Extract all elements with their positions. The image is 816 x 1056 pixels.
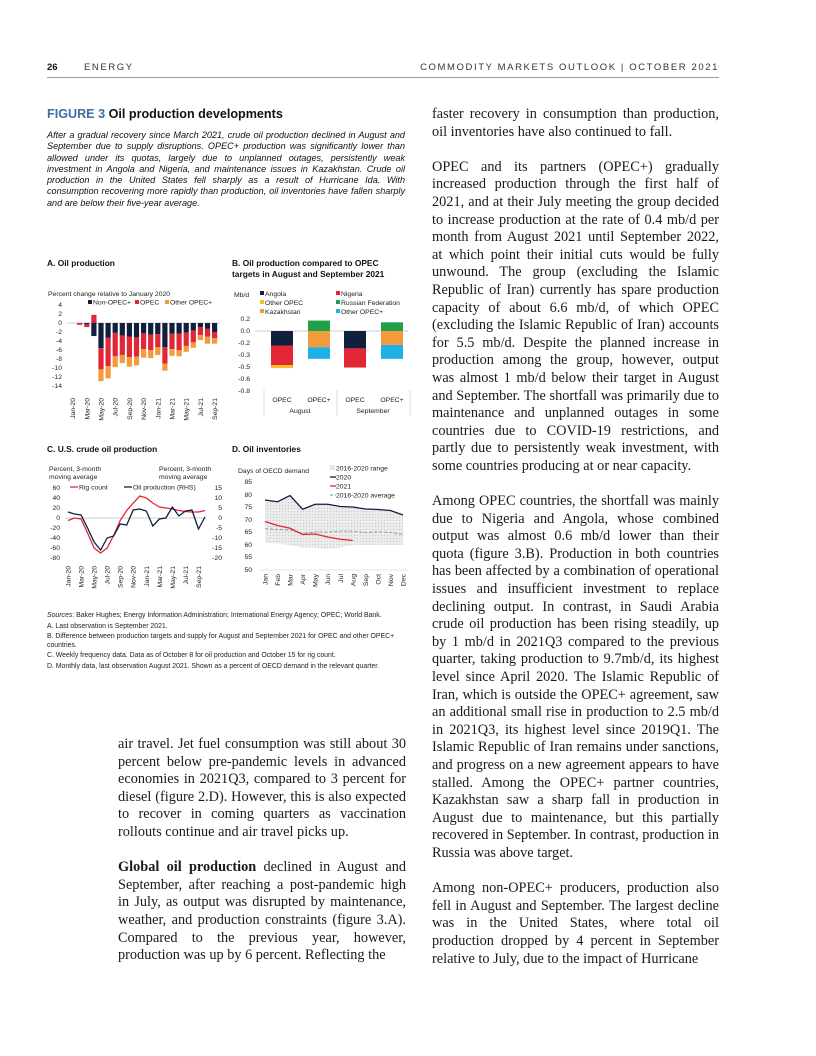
chart-c-yaxis-left [50, 485, 60, 562]
svg-text:-12: -12 [52, 374, 62, 381]
svg-text:Mar-21: Mar-21 [156, 566, 164, 588]
chart-a-xaxis [70, 398, 219, 421]
page-number: 26 [47, 62, 58, 73]
section-name: ENERGY [84, 62, 134, 73]
range-area [265, 496, 403, 549]
svg-text:Jul-21: Jul-21 [197, 398, 205, 417]
paragraph: faster recovery in consumption than production, oil inventories have also continued to fall. [432, 106, 719, 140]
svg-text:2016-2020 average: 2016-2020 average [336, 492, 395, 500]
chart-a-yaxis [52, 302, 62, 390]
figure-number: FIGURE 3 [47, 107, 106, 121]
svg-text:OPEC+: OPEC+ [307, 397, 331, 404]
svg-text:-60: -60 [50, 545, 60, 552]
svg-text:moving average: moving average [49, 474, 98, 481]
svg-text:2020: 2020 [336, 474, 352, 482]
svg-text:-8: -8 [55, 356, 62, 363]
paragraph: Among OPEC countries, the shortfall was mainly due to Nigeria and Angola, whose combined output was almost 0.6 mb/d lower than their quota (figure 3.B). Production in both countries has been affected by a combination of operational issues and insufficient investment to replace declining output. In contrast, in Saudi Arabia crude oil production has been rising steadily, up by 1 mb/d in 2021Q3 compared to the previous quarter, taking production to 9.7mb/d, its highest level since April 2020. The Islamic Republic of Iran, which is outside the OPEC+ agreement, saw an additional small rise in production to 2.5 mb/d in 2021Q3, its highest level since 2019Q1. The Islamic Republic of Iran remains under sanctions, and progress on a new agreement appears to have stalled. Among the OPEC+ partner countries, Kazakhstan saw a sharp fall in production in August due to maintenance, but this partially recovered in September. In contrast, production in Russia was above target. [432, 493, 719, 861]
svg-text:Mar-20: Mar-20 [84, 398, 92, 420]
figure-sources: Sources: Baker Hughes; Energy Information Administration; International Energy Agency; OPEC; World Bank. A. Last observation is September 2021. B. Difference between production targets and supply for August and September 2021 for OPEC and other OPEC+ countries. C. Weekly frequency data. Data as of October 8 for oil production and October 15 for rig count. D. Monthly data, last observation August 2021. Shown as a percent of OECD demand in the relevant quarter. [47, 612, 407, 673]
svg-text:Kazakhstan: Kazakhstan [265, 309, 301, 316]
svg-text:80: 80 [244, 492, 252, 499]
chart-c-legend [70, 485, 196, 492]
svg-text:-15: -15 [212, 545, 222, 552]
svg-text:Percent, 3-month: Percent, 3-month [49, 466, 102, 473]
chart-d-yaxis [244, 479, 252, 574]
svg-text:OPEC+: OPEC+ [380, 397, 404, 404]
svg-text:May-21: May-21 [169, 566, 177, 589]
svg-text:OPEC: OPEC [140, 299, 160, 307]
chart-b-opec-targets [230, 286, 415, 416]
chart-c-us-crude [40, 462, 225, 607]
chart-a-ylabel: Percent change relative to January 2020 [48, 291, 171, 298]
svg-text:65: 65 [244, 529, 252, 536]
svg-text:75: 75 [244, 504, 252, 511]
svg-text:0: 0 [56, 515, 60, 522]
figure-title [47, 107, 283, 121]
chart-a-bars [77, 315, 217, 381]
svg-text:OPEC: OPEC [345, 397, 365, 404]
svg-text:Sep-21: Sep-21 [195, 566, 203, 588]
svg-text:Other OPEC+: Other OPEC+ [341, 309, 384, 316]
figure-title-text: Oil production developments [108, 107, 283, 121]
svg-text:85: 85 [244, 479, 252, 486]
chart-b-legend [260, 291, 400, 316]
svg-text:-0.3: -0.3 [238, 352, 250, 359]
svg-text:4: 4 [58, 302, 62, 309]
svg-text:Jun: Jun [325, 574, 333, 585]
svg-text:Aug: Aug [350, 574, 358, 587]
svg-text:-2: -2 [55, 329, 62, 336]
svg-text:-6: -6 [55, 347, 62, 354]
svg-text:10: 10 [214, 495, 222, 502]
svg-text:2016-2020 range: 2016-2020 range [336, 465, 388, 473]
chart-b-bars [271, 321, 403, 369]
note-d: D. Monthly data, last observation August 2021. Shown as a percent of OECD demand in the relevant quarter. [47, 662, 380, 670]
svg-text:0: 0 [218, 515, 222, 522]
figure-caption: After a gradual recovery since March 2021, crude oil production declined in August and September due to supply disruptions. OPEC+ production was significantly lower than allowed under its quotas, largely due to unplanned outages, persistently weak investment in Angola and Nigeria, and maintenance issues in Kazakhstan. Crude oil production in the United States fell sharply as a result of Hurricane Ida. With consumption recovering more rapidly than production, oil inventories have fallen sharply and are below their five-year average. [47, 130, 405, 208]
panel-c-title: C. U.S. crude oil production [47, 444, 158, 454]
svg-text:Non-OPEC+: Non-OPEC+ [93, 299, 131, 307]
publication-title: COMMODITY MARKETS OUTLOOK | OCTOBER 2021 [420, 62, 719, 73]
svg-text:Sep-21: Sep-21 [212, 398, 220, 420]
svg-text:Dec: Dec [400, 574, 408, 587]
svg-text:Oct: Oct [375, 574, 383, 585]
chart-d-oil-inventories [230, 462, 415, 607]
svg-text:60: 60 [52, 485, 60, 492]
svg-text:Percent, 3-month: Percent, 3-month [159, 466, 212, 473]
svg-text:-14: -14 [52, 383, 62, 390]
svg-text:Other OPEC+: Other OPEC+ [170, 299, 213, 307]
svg-text:Jul-20: Jul-20 [104, 566, 112, 585]
svg-text:Oil production (RHS): Oil production (RHS) [133, 484, 196, 492]
chart-a-oil-production [40, 286, 225, 426]
left-body-text [118, 736, 406, 982]
chart-a-legend [88, 300, 212, 307]
oil-production-line [68, 507, 205, 550]
svg-text:55: 55 [244, 554, 252, 561]
svg-text:Jul-21: Jul-21 [182, 566, 190, 585]
svg-text:Apr: Apr [300, 574, 308, 585]
svg-text:Sep-20: Sep-20 [117, 566, 125, 588]
svg-text:5: 5 [218, 505, 222, 512]
sources-label: Sources [47, 612, 73, 619]
svg-text:Rig count: Rig count [79, 484, 108, 492]
svg-text:May: May [312, 574, 320, 587]
svg-text:OPEC: OPEC [272, 397, 292, 404]
svg-text:0: 0 [58, 320, 62, 327]
svg-text:Jul: Jul [337, 574, 345, 583]
svg-text:Jan-21: Jan-21 [155, 398, 163, 419]
svg-text:September: September [356, 408, 390, 415]
svg-text:Mb/d: Mb/d [234, 292, 250, 299]
svg-text:May-20: May-20 [98, 398, 106, 421]
note-a: A. Last observation is September 2021. [47, 622, 168, 630]
svg-text:Feb: Feb [275, 574, 283, 586]
chart-b-xaxis [272, 397, 403, 415]
svg-text:Nov-20: Nov-20 [130, 566, 138, 588]
svg-text:Jul-20: Jul-20 [112, 398, 120, 417]
svg-text:Jan-21: Jan-21 [143, 566, 151, 587]
svg-text:Jan: Jan [262, 574, 270, 585]
svg-text:60: 60 [244, 542, 252, 549]
svg-text:-20: -20 [212, 555, 222, 562]
svg-text:2021: 2021 [336, 483, 352, 491]
svg-text:0.2: 0.2 [240, 316, 250, 323]
svg-text:Nov-20: Nov-20 [141, 398, 149, 420]
svg-text:20: 20 [52, 505, 60, 512]
chart-d-legend [330, 465, 395, 500]
svg-text:-10: -10 [212, 535, 222, 542]
panel-d-title: D. Oil inventories [232, 444, 301, 454]
svg-text:May-21: May-21 [183, 398, 191, 421]
svg-text:Nov: Nov [387, 574, 395, 587]
svg-text:Russian Federation: Russian Federation [341, 300, 400, 307]
svg-text:Mar-21: Mar-21 [169, 398, 177, 420]
svg-text:Days of OECD demand: Days of OECD demand [238, 468, 310, 475]
panel-a-title: A. Oil production [47, 258, 115, 268]
svg-text:Mar: Mar [287, 574, 295, 586]
svg-text:0.0: 0.0 [240, 328, 250, 335]
svg-text:-5: -5 [215, 525, 222, 532]
svg-text:-0.5: -0.5 [238, 364, 250, 371]
chart-d-xaxis [263, 573, 408, 587]
svg-text:-80: -80 [50, 555, 60, 562]
paragraph: air travel. Jet fuel consumption was still about 30 percent below pre-pandemic levels in advanced economies in 2021Q3, compared to 3 percent for diesel (figure 2.D). However, this is also expected to recover in coming quarters as vaccination rollouts continue and air travel picks up. [118, 736, 406, 840]
svg-text:50: 50 [244, 567, 252, 574]
svg-text:70: 70 [244, 517, 252, 524]
svg-text:Angola: Angola [265, 291, 287, 298]
right-body-text [432, 106, 719, 986]
svg-text:Sep-20: Sep-20 [126, 398, 134, 420]
svg-text:Nigeria: Nigeria [341, 291, 363, 298]
svg-text:Jan-20: Jan-20 [65, 566, 73, 587]
chart-b-yaxis [238, 316, 250, 395]
svg-text:-20: -20 [50, 525, 60, 532]
svg-text:-0.2: -0.2 [238, 340, 250, 347]
note-b: B. Difference between production targets and supply for August and September 2021 for OPEC and other OPEC+ countries. [47, 633, 395, 649]
paragraph: OPEC and its partners (OPEC+) gradually increased production through the first half of 2021, and at their July meeting the group decided to increase production at the rate of 0.4 mb/d per month from August 2021 until September 2022, at which point their initial cuts would be fully unwound. The group (excluding the Islamic Republic of Iran) currently has spare production capacity of about 6.6 mb/d, of which OPEC (excluding the Islamic Republic of Iran) accounts for 5.5 mb/d. Despite the planned increase in production among the group, however, output was almost 1 mb/d below their target in August and September. The shortfall was primarily due to maintenance and unplanned outages in some countries due to COVID-19 restrictions, and partly due to persistently weak investment, with some countries producing at or near capacity. [432, 158, 719, 474]
rig-count-line [68, 496, 205, 553]
paragraph: Global oil production declined in August and September, after reaching a post-pandemic high in July, as output was disrupted by maintenance, weather, and production constraints (figure 3.A). Compared to the previous year, however, production was up by 6 percent. Reflecting the [118, 859, 406, 964]
svg-text:-4: -4 [55, 338, 62, 345]
svg-text:-40: -40 [50, 535, 60, 542]
svg-text:August: August [289, 408, 311, 415]
svg-text:moving average: moving average [159, 474, 208, 481]
svg-text:-0.8: -0.8 [238, 388, 250, 395]
svg-text:2: 2 [58, 311, 62, 318]
svg-text:15: 15 [214, 485, 222, 492]
header-divider [47, 77, 719, 78]
svg-text:Other OPEC: Other OPEC [265, 300, 304, 307]
note-c: C. Weekly frequency data. Data as of October 8 for oil production and October 15 for rig count. [47, 652, 336, 659]
chart-c-xaxis [66, 566, 203, 589]
paragraph: Among non-OPEC+ producers, production also fell in August and September. The largest decline was in the United States, where total oil production dropped by 4 percent in September relative to July, due to the impact of Hurricane [432, 880, 719, 967]
chart-c-yaxis-right [212, 485, 222, 562]
svg-text:May-20: May-20 [91, 566, 99, 589]
svg-text:-10: -10 [52, 365, 62, 372]
svg-text:-0.6: -0.6 [238, 376, 250, 383]
svg-text:40: 40 [52, 495, 60, 502]
svg-text:Mar-20: Mar-20 [78, 566, 86, 588]
svg-text:Sep: Sep [362, 574, 370, 587]
panel-b-title: B. Oil production compared to OPEC targets in August and September 2021 [232, 258, 385, 279]
svg-text:Jan-20: Jan-20 [70, 398, 78, 419]
